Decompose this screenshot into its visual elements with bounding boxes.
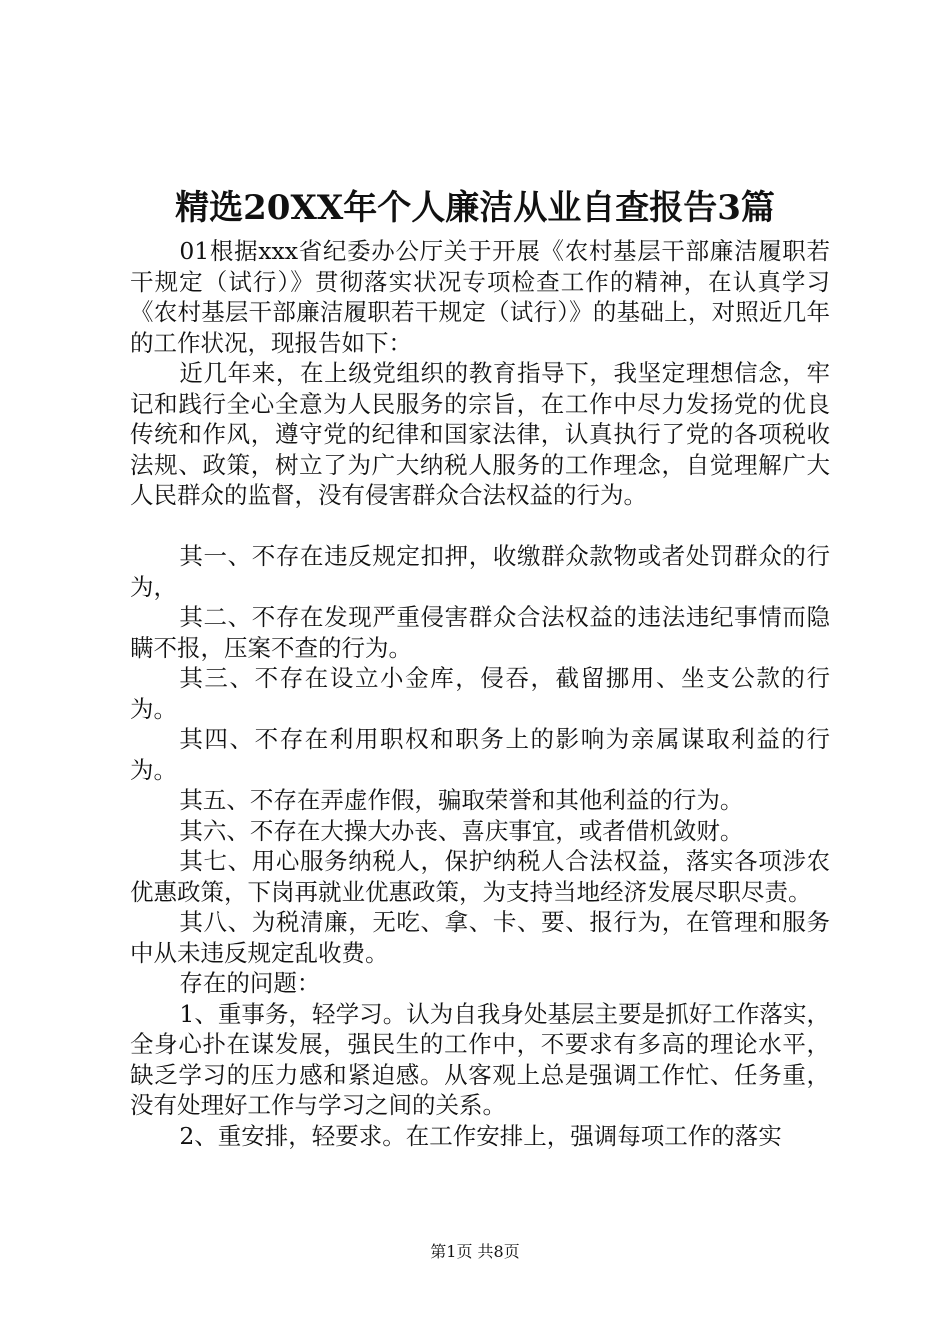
paragraph-item-1: 其一、不存在违反规定扣押，收缴群众款物或者处罚群众的行为， — [130, 542, 830, 601]
paragraph-item-2: 其二、不存在发现严重侵害群众合法权益的违法违纪事情而隐瞒不报，压案不查的行为。 — [130, 603, 830, 662]
document-title: 精选20XX年个人廉洁从业自查报告3篇 — [175, 188, 775, 228]
paragraph-problems-heading: 存在的问题： — [179, 969, 321, 997]
paragraph-item-3: 其三、不存在设立小金库，侵吞，截留挪用、坐支公款的行为。 — [130, 664, 830, 723]
paragraph-item-7: 其七、用心服务纳税人，保护纳税人合法权益，落实各项涉农优惠政策，下岗再就业优惠政策，为支持当地经济发展尽职尽责。 — [130, 847, 830, 906]
document-body — [130, 236, 830, 1151]
page-footer: 第1页 共8页 — [430, 1242, 520, 1261]
paragraph-overview: 近几年来，在上级党组织的教育指导下，我坚定理想信念，牢记和践行全心全意为人民服务的宗旨，在工作中尽力发扬党的优良传统和作风，遵守党的纪律和国家法律，认真执行了党的各项税收法规、政策，树立了为广大纳税人服务的工作理念，自觉理解广大人民群众的监督，没有侵害群众合法权益的行为。 — [130, 359, 830, 509]
paragraph-item-8: 其八、为税清廉，无吃、拿、卡、要、报行为，在管理和服务中从未违反规定乱收费。 — [130, 908, 830, 967]
paragraph-item-4: 其四、不存在利用职权和职务上的影响为亲属谋取利益的行为。 — [130, 725, 830, 784]
paragraph-problem-2: 2、重安排，轻要求。在工作安排上，强调每项工作的落实 — [179, 1121, 782, 1150]
paragraph-problem-1: 1、重事务，轻学习。认为自我身处基层主要是抓好工作落实，全身心扑在谋发展，强民生的工作中，不要求有多高的理论水平，缺乏学习的压力感和紧迫感。从客观上总是强调工作忙、任务重，没有处理好工作与学习之间的关系。 — [130, 999, 830, 1119]
paragraph-item-5: 其五、不存在弄虚作假，骗取荣誉和其他利益的行为。 — [179, 786, 744, 814]
paragraph-intro: 01根据xxx省纪委办公厅关于开展《农村基层干部廉洁履职若干规定（试行）》贯彻落实状况专项检查工作的精神，在认真学习《农村基层干部廉洁履职若干规定（试行）》的基础上，对照近几年的工作状况，现报告如下： — [130, 237, 830, 357]
paragraph-item-6: 其六、不存在大操大办丧、喜庆事宜，或者借机敛财。 — [179, 816, 744, 845]
